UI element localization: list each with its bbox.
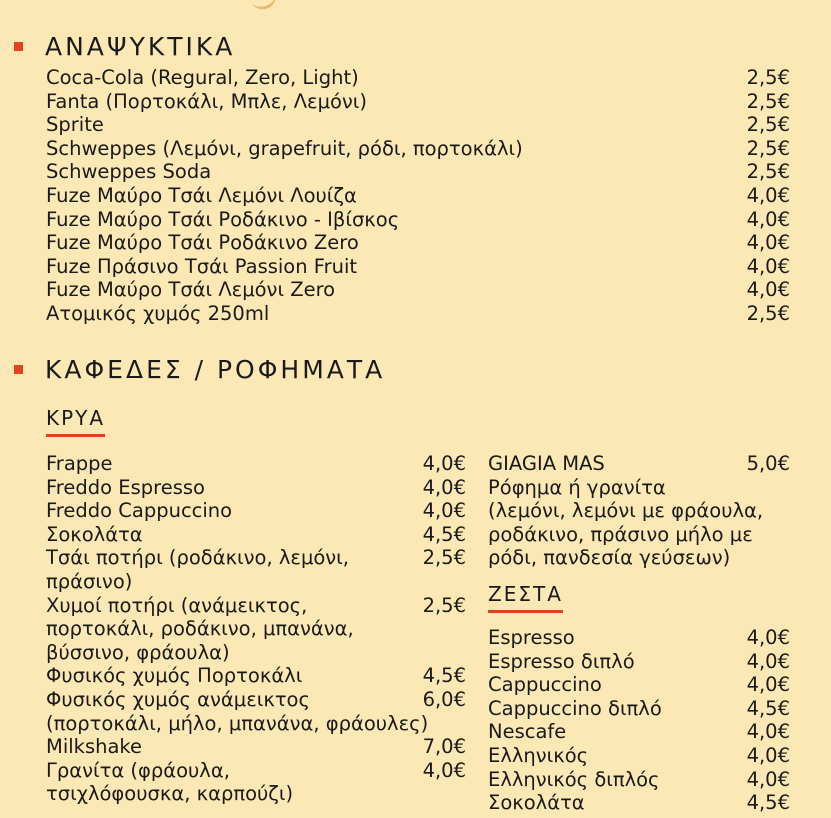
item-price: 4,5€ [422,664,466,688]
menu-item [46,160,790,184]
item-price: 4,0€ [746,231,790,255]
item-price: 4,0€ [422,758,466,782]
section-coffees-header [14,355,385,384]
menu-item [46,688,466,712]
item-name: Ελληνικός [488,743,589,767]
giagia-description-line: Ρόφημα ή γρανίτα [488,475,666,499]
menu-item [46,113,790,137]
giagia-description-line: ροδάκινο, πράσινο μήλο με [488,522,753,546]
item-price: 2,5€ [746,301,790,325]
item-name: Sprite [46,113,104,137]
menu-item [46,278,790,302]
item-name: Milkshake [46,735,143,759]
menu-item [488,768,790,792]
menu-item [488,650,790,674]
item-price: 2,5€ [746,160,790,184]
item-name: Fanta (Πορτοκάλι, Μπλε, Λεμόνι) [46,89,368,113]
item-name: Schweppes Soda [46,160,212,184]
item-name: Ατομικός χυμός 250ml [46,301,270,325]
item-price: 4,5€ [746,696,790,720]
hot-drinks-list [488,626,790,815]
item-price: 4,0€ [746,254,790,278]
item-price: 2,5€ [422,593,466,617]
section-softdrinks-header [14,32,235,61]
item-name: Schweppes (Λεμόνι, grapefruit, ρόδι, πορτοκάλι) [46,136,523,160]
item-price: 5,0€ [746,452,790,475]
menu-item [488,697,790,721]
softdrinks-list [46,66,790,326]
item-price: 2,5€ [746,89,790,113]
menu-item [488,626,790,650]
item-price: 4,0€ [746,626,790,649]
item-name: Nescafe [488,720,567,744]
decorative-stroke [251,0,280,13]
item-price: 4,0€ [422,452,466,475]
item-price: 4,0€ [746,183,790,207]
item-price: 4,5€ [746,791,790,815]
item-price: 4,0€ [422,475,466,499]
menu-item [46,735,466,759]
item-name: Ελληνικός διπλός [488,767,660,791]
menu-item [46,664,466,688]
item-name: Cappuccino [488,673,602,697]
square-bullet-icon [14,365,23,374]
menu-item [46,231,790,255]
item-price: 4,0€ [746,673,790,697]
item-price: 7,0€ [422,735,466,759]
menu-item [46,499,466,523]
item-name: Freddo Espresso [46,475,205,499]
menu-item [46,137,790,161]
item-price: 2,5€ [746,136,790,160]
cold-drinks-list [46,452,466,806]
item-name: Espresso διπλό [488,649,635,673]
item-name: Χυμοί ποτήρι (ανάμεικτος, πορτοκάλι, ροδάκινο, μπανάνα, βύσσινο, φράουλα) [46,593,354,664]
item-price: 2,5€ [746,66,790,89]
menu-item [488,452,790,476]
menu-item [488,673,790,697]
item-name: Fuze Μαύρο Τσάι Ροδάκινο Zero [46,231,359,255]
giagia-description-line: ρόδι, πανδεσία γεύσεων) [488,546,731,570]
item-price: 6,0€ [422,687,466,711]
menu-item [46,66,790,90]
item-name: Frappe [46,452,113,475]
item-price: 4,0€ [746,743,790,767]
item-price: 4,0€ [746,720,790,744]
menu-item [488,720,790,744]
menu-item [46,594,466,665]
item-name: Fuze Μαύρο Τσάι Ροδάκινο - Ιβίσκος [46,207,400,231]
menu-item [488,744,790,768]
menu-item [46,184,790,208]
menu-item [46,90,790,114]
item-name: Τσάι ποτήρι (ροδάκινο, λεμόνι, πράσινο) [46,546,349,593]
item-price: 4,0€ [746,207,790,231]
item-name: Σοκολάτα [46,522,143,546]
item-name: Espresso [488,626,575,649]
item-price: 4,0€ [746,649,790,673]
menu-item [46,546,466,593]
menu-item [488,791,790,815]
item-price: 4,0€ [422,499,466,523]
item-name: Freddo Cappuccino [46,499,233,523]
item-price: 4,5€ [422,522,466,546]
subsection-cold-title: ΚΡΥΑ [46,406,105,437]
subsection-hot-title: ΖΕΣΤΑ [488,582,563,613]
item-name: Fuze Πράσινο Τσάι Passion Fruit [46,254,358,278]
item-name: Φυσικός χυμός Πορτοκάλι [46,664,303,688]
item-price: 2,5€ [422,546,466,570]
item-name: Cappuccino διπλό [488,696,662,720]
menu-item [46,302,790,326]
item-name: Coca-Cola (Regural, Zero, Light) [46,66,359,89]
item-price: 2,5€ [746,113,790,137]
section-title: ΑΝΑΨΥΚΤΙΚΑ [45,32,236,61]
menu-item [46,208,790,232]
item-name: Fuze Μαύρο Τσάι Λεμόνι Λουίζα [46,183,357,207]
section-title: ΚΑΦΕΔΕΣ / ΡΟΦΗΜΑΤΑ [45,355,386,384]
item-name: Σοκολάτα [488,791,585,815]
menu-item [46,759,466,806]
item-name: Γρανίτα (φράουλα, τσιχλόφουσκα, καρπούζι) [46,758,294,806]
item-name: GIAGIA MAS [488,452,605,475]
item-name: Φυσικός χυμός ανάμεικτος [46,687,310,711]
giagia-description-line: (λεμόνι, λεμόνι με φράουλα, [488,499,764,523]
item-price: 4,0€ [746,278,790,302]
menu-item [46,255,790,279]
menu-item [46,452,466,476]
giagia-mas-block [488,452,790,570]
mixed-juice-note: (πορτοκάλι, μήλο, μπανάνα, φράουλες) [46,711,429,735]
square-bullet-icon [14,42,23,51]
item-name: Fuze Μαύρο Τσάι Λεμόνι Zero [46,278,336,302]
item-price: 4,0€ [746,767,790,791]
menu-item [46,476,466,500]
menu-item [46,523,466,547]
